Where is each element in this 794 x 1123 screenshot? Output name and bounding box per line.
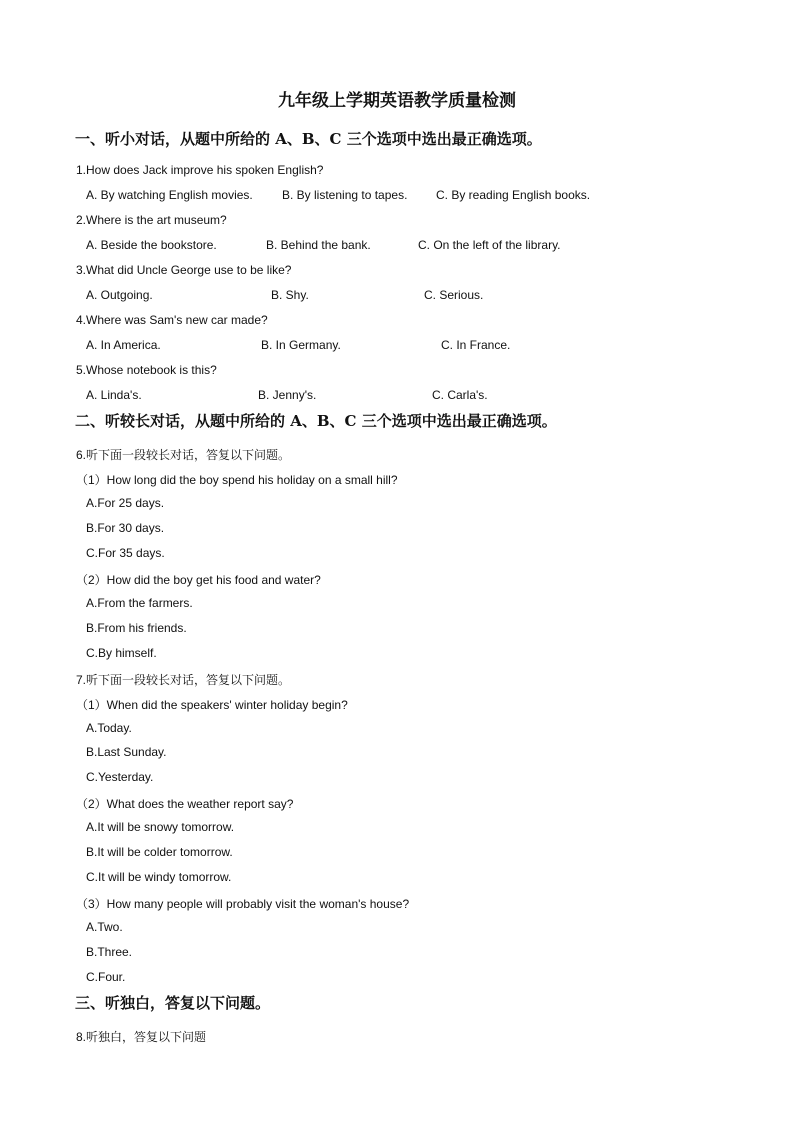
option-6-2b: B.From his friends. [86, 621, 187, 635]
option-6-1b: B.For 30 days. [86, 521, 165, 535]
option-1c: C. By reading English books. [436, 188, 591, 202]
question-7-3: （3）How many people will probably visit the woman's house? [76, 897, 410, 911]
question-7-intro: 7.听下面一段较长对话，答复以下问题。 [76, 673, 291, 687]
option-2a: A. Beside the bookstore. [86, 238, 217, 252]
section-heading-2: 二、听较长对话，从题中所给的 A、B、C 三个选项中选出最正确选项。 [75, 412, 557, 430]
option-3a: A. Outgoing. [86, 288, 153, 302]
option-7-3a: A.Two. [86, 920, 123, 934]
option-4a: A. In America. [86, 338, 161, 352]
option-7-3c: C.Four. [86, 970, 126, 984]
option-7-2a: A.It will be snowy tomorrow. [86, 820, 235, 834]
option-5a: A. Linda's. [86, 388, 142, 402]
option-2c: C. On the left of the library. [418, 238, 561, 252]
question-1: 1.How does Jack improve his spoken English? [76, 163, 324, 177]
option-6-1a: A.For 25 days. [86, 496, 165, 510]
section-heading-1: 一、听小对话，从题中所给的 A、B、C 三个选项中选出最正确选项。 [75, 130, 542, 148]
option-6-2a: A.From the farmers. [86, 596, 193, 610]
page-title: 九年级上学期英语教学质量检测 [278, 91, 516, 111]
option-4c: C. In France. [441, 338, 511, 352]
question-5: 5.Whose notebook is this? [76, 363, 217, 377]
option-3b: B. Shy. [271, 288, 309, 302]
question-2: 2.Where is the art museum? [76, 213, 227, 227]
question-8-intro: 8.听独白，答复以下问题 [76, 1030, 207, 1044]
question-7-1: （1）When did the speakers' winter holiday begin? [76, 698, 348, 712]
option-5c: C. Carla's. [432, 388, 488, 402]
option-6-2c: C.By himself. [86, 646, 157, 660]
option-7-3b: B.Three. [86, 945, 133, 959]
option-1a: A. By watching English movies. [86, 188, 253, 202]
option-7-1c: C.Yesterday. [86, 770, 154, 784]
option-5b: B. Jenny's. [258, 388, 317, 402]
option-7-2c: C.It will be windy tomorrow. [86, 870, 232, 884]
option-6-1c: C.For 35 days. [86, 546, 165, 560]
question-6-2: （2）How did the boy get his food and water? [76, 573, 321, 587]
question-4: 4.Where was Sam's new car made? [76, 313, 268, 327]
question-6-1: （1）How long did the boy spend his holiday on a small hill? [76, 473, 398, 487]
option-7-1b: B.Last Sunday. [86, 745, 167, 759]
section-heading-3: 三、听独白，答复以下问题。 [75, 994, 271, 1012]
question-3: 3.What did Uncle George use to be like? [76, 263, 292, 277]
option-4b: B. In Germany. [261, 338, 341, 352]
question-7-2: （2）What does the weather report say? [76, 797, 294, 811]
option-2b: B. Behind the bank. [266, 238, 371, 252]
option-7-2b: B.It will be colder tomorrow. [86, 845, 233, 859]
option-7-1a: A.Today. [86, 721, 132, 735]
question-6-intro: 6.听下面一段较长对话，答复以下问题。 [76, 448, 291, 462]
option-3c: C. Serious. [424, 288, 484, 302]
option-1b: B. By listening to tapes. [282, 188, 408, 202]
